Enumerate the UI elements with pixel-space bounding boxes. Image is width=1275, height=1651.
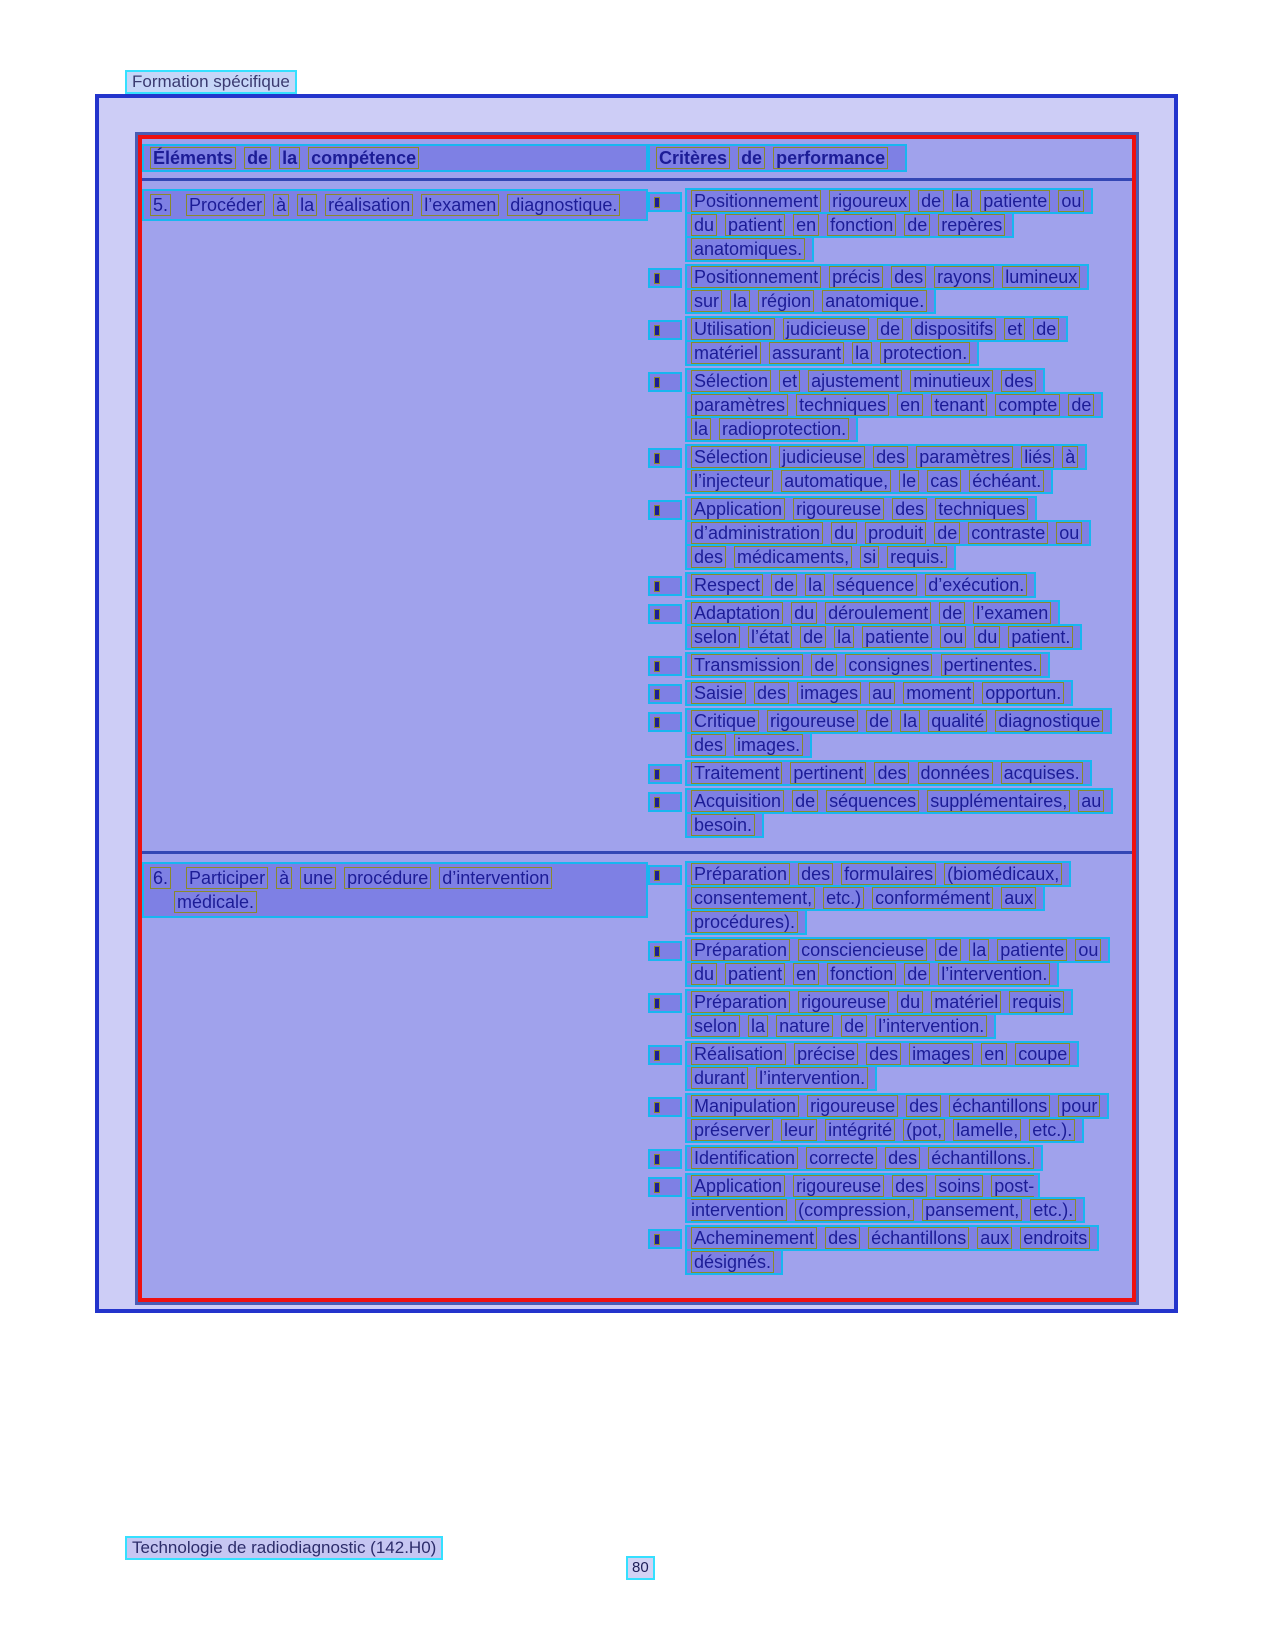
criterion-item <box>648 789 1132 837</box>
footer-program-label: Technologie de radiodiagnostic (142.H0) <box>125 1536 443 1560</box>
criterion-item <box>648 761 1132 785</box>
criterion-item <box>648 369 1132 441</box>
criterion-text: Réalisation précise des images en coupe durant l’intervention. <box>685 1041 1079 1091</box>
criteria-list <box>648 862 1132 1278</box>
criterion-item <box>648 601 1132 649</box>
criterion-text: Manipulation rigoureuse des échantillons pour préserver leur intégrité (pot, lamelle, etc.). <box>685 1093 1109 1143</box>
criterion-item <box>648 938 1132 986</box>
criterion-item <box>648 709 1132 757</box>
criterion-text: Critique rigoureuse de la qualité diagnostique des images. <box>685 708 1112 758</box>
criterion-item <box>648 862 1132 934</box>
element-label: 6. Participer à une procédure d’intervention médicale. <box>142 862 648 918</box>
criterion-item <box>648 1226 1132 1274</box>
criterion-item <box>648 653 1132 677</box>
criterion-item <box>648 1042 1132 1090</box>
criterion-text: Sélection judicieuse des paramètres liés à l’injecteur automatique, le cas échéant. <box>685 444 1087 494</box>
bullet-icon <box>648 712 682 732</box>
content-panel <box>95 94 1178 1313</box>
criterion-text: Préparation rigoureuse du matériel requis selon la nature de l’intervention. <box>685 989 1073 1039</box>
criterion-text: Acquisition de séquences supplémentaires, au besoin. <box>685 788 1113 838</box>
criterion-text: Positionnement rigoureux de la patiente ou du patient en fonction de repères anatomiques. <box>685 188 1093 262</box>
section-label: Formation spécifique <box>125 70 297 94</box>
bullet-icon <box>648 993 682 1013</box>
element-label: 5. Procéder à la réalisation l’examen diagnostique. <box>142 189 648 221</box>
criterion-item <box>648 573 1132 597</box>
table-row <box>142 851 1132 1288</box>
criterion-text: Transmission de consignes pertinentes. <box>685 652 1050 678</box>
bullet-icon <box>648 865 682 885</box>
criterion-text: Acheminement des échantillons aux endroits désignés. <box>685 1225 1099 1275</box>
element-cell <box>142 189 648 221</box>
criterion-item <box>648 317 1132 365</box>
criterion-text: Identification correcte des échantillons. <box>685 1145 1043 1171</box>
bullet-icon <box>648 1177 682 1197</box>
column-header-criteria: Critères de performance <box>648 144 1132 172</box>
element-cell <box>142 862 648 918</box>
criterion-item <box>648 1146 1132 1170</box>
bullet-icon <box>648 604 682 624</box>
criterion-text: Sélection et ajustement minutieux des paramètres techniques en tenant compte de la radioprotection. <box>685 368 1103 442</box>
criterion-text: Application rigoureuse des techniques d’administration du produit de contraste ou des médicaments, si requis. <box>685 496 1091 570</box>
criterion-text: Respect de la séquence d’exécution. <box>685 572 1036 598</box>
bullet-icon <box>648 684 682 704</box>
column-header-elements: Éléments de la compétence <box>142 144 648 172</box>
bullet-icon <box>648 576 682 596</box>
criterion-item <box>648 265 1132 313</box>
bullet-icon <box>648 1097 682 1117</box>
table-row <box>142 181 1132 851</box>
criterion-item <box>648 681 1132 705</box>
criterion-text: Saisie des images au moment opportun. <box>685 680 1073 706</box>
bullet-icon <box>648 500 682 520</box>
criterion-text: Préparation consciencieuse de la patiente ou du patient en fonction de l’intervention. <box>685 937 1110 987</box>
criterion-text: Adaptation du déroulement de l’examen selon l’état de la patiente ou du patient. <box>685 600 1082 650</box>
criterion-item <box>648 497 1132 569</box>
criterion-text: Application rigoureuse des soins post-intervention (compression, pansement, etc.). <box>685 1173 1085 1223</box>
bullet-icon <box>648 268 682 288</box>
bullet-icon <box>648 320 682 340</box>
bullet-icon <box>648 792 682 812</box>
bullet-icon <box>648 372 682 392</box>
criterion-text: Traitement pertinent des données acquises. <box>685 760 1092 786</box>
criterion-item <box>648 1094 1132 1142</box>
criterion-text: Utilisation judicieuse de dispositifs et de matériel assurant la protection. <box>685 316 1068 366</box>
bullet-icon <box>648 1149 682 1169</box>
bullet-icon <box>648 1045 682 1065</box>
criterion-item <box>648 189 1132 261</box>
bullet-icon <box>648 656 682 676</box>
criteria-list <box>648 189 1132 841</box>
criterion-item <box>648 990 1132 1038</box>
criterion-text: Préparation des formulaires (biomédicaux, consentement, etc.) conformément aux procédures). <box>685 861 1071 935</box>
bullet-icon <box>648 1229 682 1249</box>
criterion-item <box>648 1174 1132 1222</box>
bullet-icon <box>648 941 682 961</box>
bullet-icon <box>648 764 682 784</box>
competency-table <box>138 135 1136 1302</box>
table-header-row <box>142 144 1132 181</box>
criterion-text: Positionnement précis des rayons lumineux sur la région anatomique. <box>685 264 1089 314</box>
page-number: 80 <box>626 1556 655 1580</box>
competency-table-frame <box>135 132 1139 1305</box>
bullet-icon <box>648 192 682 212</box>
criterion-item <box>648 445 1132 493</box>
bullet-icon <box>648 448 682 468</box>
